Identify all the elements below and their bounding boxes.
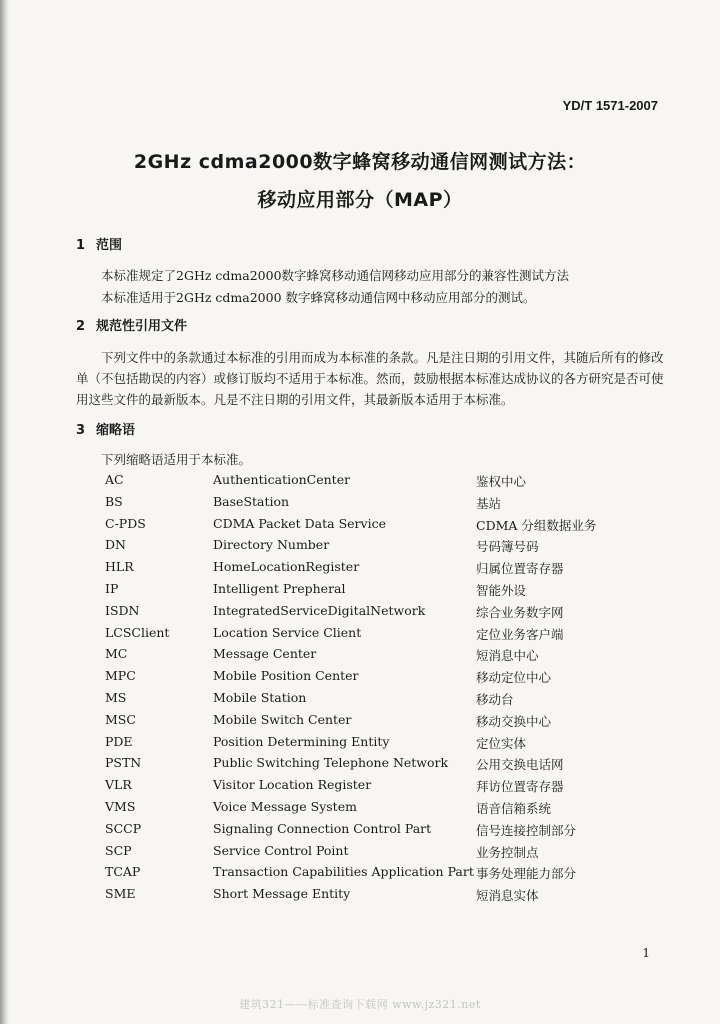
table-row bbox=[0, 472, 720, 492]
table-row bbox=[0, 537, 720, 557]
abbreviation-cell: MC bbox=[105, 646, 128, 662]
table-row bbox=[0, 886, 720, 906]
chinese-term-cell: 智能外设 bbox=[476, 583, 527, 598]
english-term-cell: AuthenticationCenter bbox=[213, 472, 351, 487]
table-row bbox=[0, 712, 720, 732]
abbreviation-cell: VLR bbox=[105, 777, 132, 793]
chinese-term-cell: 事务处理能力部分 bbox=[476, 866, 577, 882]
table-row bbox=[0, 843, 720, 863]
chinese-term-cell: 移动定位中心 bbox=[476, 670, 552, 686]
abbreviation-cell: DN bbox=[105, 537, 126, 553]
abbreviations-intro: 下列缩略语适用于本标准。 bbox=[101, 452, 252, 467]
english-term-cell: BaseStation bbox=[213, 493, 290, 509]
english-term-cell: Mobile Position Center bbox=[213, 668, 359, 684]
english-term-cell: Service Control Point bbox=[213, 842, 349, 858]
table-row bbox=[0, 581, 720, 601]
scope-line-1: 本标准规定了2GHz cdma2000数字蜂窝移动通信网移动应用部分的兼容性测试方法 bbox=[101, 268, 570, 283]
english-term-cell: Signaling Connection Control Part bbox=[213, 820, 432, 836]
table-row bbox=[0, 864, 720, 884]
english-term-cell: Visitor Location Register bbox=[213, 777, 372, 793]
section-title: 缩略语 bbox=[96, 423, 136, 438]
chinese-term-cell: 短消息实体 bbox=[476, 888, 539, 904]
english-term-cell: CDMA Packet Data Service bbox=[213, 515, 386, 531]
english-term-cell: Message Center bbox=[213, 646, 317, 662]
abbreviation-cell: SCCP bbox=[105, 820, 142, 836]
chinese-term-cell: 业务控制点 bbox=[476, 844, 539, 860]
section-number: 2 bbox=[76, 319, 86, 334]
abbreviation-cell: IP bbox=[105, 581, 119, 596]
english-term-cell: Location Service Client bbox=[213, 624, 362, 640]
chinese-term-cell: 归属位置寄存器 bbox=[476, 561, 564, 577]
table-row bbox=[0, 755, 720, 775]
abbreviation-cell: PSTN bbox=[105, 755, 142, 771]
section-3-heading bbox=[76, 419, 135, 438]
abbreviation-cell: SME bbox=[105, 886, 136, 902]
english-term-cell: Public Switching Telephone Network bbox=[213, 755, 449, 771]
table-row bbox=[0, 646, 720, 666]
page-number: 1 bbox=[642, 946, 650, 960]
table-row bbox=[0, 494, 720, 514]
abbreviation-cell: HLR bbox=[105, 559, 134, 575]
document-title-line-2: 移动应用部分（MAP） bbox=[257, 189, 463, 211]
table-row bbox=[0, 799, 720, 819]
chinese-term-cell: 定位业务客户端 bbox=[476, 626, 564, 642]
abbreviation-cell: AC bbox=[105, 472, 124, 487]
chinese-term-cell: 号码簿号码 bbox=[476, 539, 539, 555]
section-1-heading bbox=[76, 234, 122, 253]
english-term-cell: Directory Number bbox=[213, 537, 330, 553]
table-row bbox=[0, 559, 720, 579]
abbreviation-cell: ISDN bbox=[105, 602, 140, 618]
abbreviation-cell: C-PDS bbox=[105, 515, 146, 531]
chinese-term-cell: 基站 bbox=[476, 495, 502, 511]
english-term-cell: Position Determining Entity bbox=[213, 733, 390, 749]
chinese-term-cell: 综合业务数字网 bbox=[476, 604, 564, 620]
table-row bbox=[0, 690, 720, 710]
abbreviation-cell: BS bbox=[105, 493, 123, 509]
english-term-cell: HomeLocationRegister bbox=[213, 559, 360, 575]
chinese-term-cell: 鉴权中心 bbox=[476, 474, 527, 489]
abbreviation-cell: PDE bbox=[105, 733, 133, 749]
abbreviation-cell: SCP bbox=[105, 842, 132, 858]
abbreviation-cell: TCAP bbox=[105, 864, 141, 880]
section-number: 3 bbox=[76, 423, 86, 438]
abbreviation-cell: MPC bbox=[105, 668, 136, 684]
table-row bbox=[0, 668, 720, 688]
abbreviation-cell: VMS bbox=[105, 799, 136, 814]
abbreviation-cell: MS bbox=[105, 690, 127, 705]
chinese-term-cell: 信号连接控制部分 bbox=[476, 822, 577, 838]
english-term-cell: Voice Message System bbox=[213, 799, 357, 814]
document-title-line-1: 2GHz cdma2000数字蜂窝移动通信网测试方法： bbox=[133, 151, 587, 173]
scope-line-2: 本标准适用于2GHz cdma2000 数字蜂窝移动通信网中移动应用部分的测试。 bbox=[101, 290, 536, 305]
english-term-cell: IntegratedServiceDigitalNetwork bbox=[213, 602, 426, 618]
table-row bbox=[0, 821, 720, 841]
normative-references-paragraph: 下列文件中的条款通过本标准的引用而成为本标准的条款。凡是注日期的引用文件，其随后所有的修改单（不包括勘误的内容）或修订版均不适用于本标准。然而，鼓励根据本标准达成协议的各方研究是否可使用这些文件的最新版本。凡是不注日期的引用文件，其最新版本适用于本标准。 bbox=[76, 350, 664, 407]
english-term-cell: Mobile Switch Center bbox=[213, 711, 352, 727]
abbreviation-cell: MSC bbox=[105, 711, 136, 727]
table-row bbox=[0, 516, 720, 536]
chinese-term-cell: 移动台 bbox=[476, 692, 514, 707]
chinese-term-cell: 短消息中心 bbox=[476, 648, 539, 664]
watermark: 建筑321——标准查询下载网 www.jz321.net bbox=[239, 998, 481, 1011]
standard-code: YD/T 1571-2007 bbox=[562, 98, 658, 113]
english-term-cell: Intelligent Prepheral bbox=[213, 581, 346, 596]
section-number: 1 bbox=[76, 238, 86, 253]
chinese-term-cell: 定位实体 bbox=[476, 735, 527, 751]
english-term-cell: Short Message Entity bbox=[213, 886, 351, 902]
section-title: 规范性引用文件 bbox=[96, 319, 188, 334]
chinese-term-cell: 拜访位置寄存器 bbox=[476, 779, 564, 795]
table-row bbox=[0, 625, 720, 645]
section-2-heading bbox=[76, 315, 187, 334]
table-row bbox=[0, 734, 720, 754]
english-term-cell: Mobile Station bbox=[213, 690, 307, 705]
chinese-term-cell: CDMA 分组数据业务 bbox=[476, 517, 597, 533]
chinese-term-cell: 公用交换电话网 bbox=[476, 757, 564, 773]
table-row bbox=[0, 777, 720, 797]
table-row bbox=[0, 603, 720, 623]
section-title: 范围 bbox=[96, 238, 123, 253]
abbreviation-cell: LCSClient bbox=[105, 624, 170, 640]
chinese-term-cell: 语音信箱系统 bbox=[476, 801, 552, 816]
english-term-cell: Transaction Capabilities Application Part bbox=[213, 864, 474, 880]
chinese-term-cell: 移动交换中心 bbox=[476, 713, 552, 729]
